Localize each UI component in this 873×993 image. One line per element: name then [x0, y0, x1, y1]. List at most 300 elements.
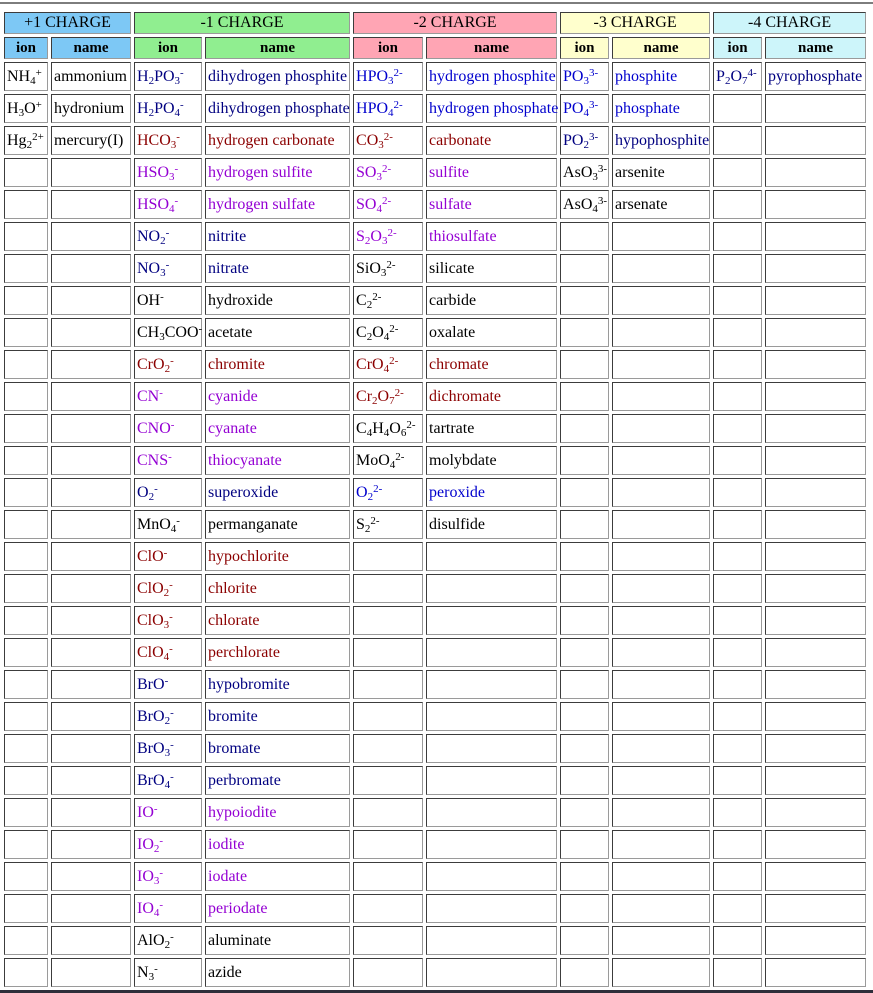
name-cell: [51, 670, 131, 699]
name-cell: hypochlorite: [205, 542, 350, 571]
ion-cell: OH-: [134, 286, 202, 315]
ion-cell: [713, 446, 762, 475]
name-cell: [51, 510, 131, 539]
ion-cell: [4, 542, 48, 571]
name-cell: [765, 734, 866, 763]
table-row: [4, 798, 866, 827]
name-cell: pyrophosphate: [765, 62, 866, 91]
name-cell: aluminate: [205, 926, 350, 955]
name-cell: [765, 798, 866, 827]
table-row: [4, 382, 866, 411]
ion-cell: [4, 638, 48, 667]
ion-cell: [713, 510, 762, 539]
name-cell: thiocyanate: [205, 446, 350, 475]
ion-cell: CrO$_2$-: [134, 350, 202, 379]
ion-cell: [560, 734, 609, 763]
ion-cell: $IO_3^-$: [134, 862, 202, 891]
ion-cell: [4, 222, 48, 251]
name-cell: [612, 766, 710, 795]
ion-cell: $SO_3^{2-}$: [353, 158, 423, 187]
ion-cell: [4, 958, 48, 987]
ion-cell: [713, 958, 762, 987]
name-cell: [426, 574, 557, 603]
name-cell: [51, 798, 131, 827]
name-cell: [765, 190, 866, 219]
name-cell: [51, 158, 131, 187]
name-cell: [765, 318, 866, 347]
name-cell: [612, 702, 710, 731]
column-header-row: [4, 37, 866, 59]
ion-cell: [4, 894, 48, 923]
ion-cell: [4, 702, 48, 731]
ion-cell: [713, 702, 762, 731]
ion-cell: [713, 254, 762, 283]
name-cell: chlorite: [205, 574, 350, 603]
name-cell: [765, 606, 866, 635]
ion-cell: [713, 926, 762, 955]
name-cell: [765, 446, 866, 475]
name-cell: [51, 734, 131, 763]
ion-cell: $N_3^-$: [134, 958, 202, 987]
name-cell: sulfate: [426, 190, 557, 219]
name-cell: hydrogen carbonate: [205, 126, 350, 155]
table-row: [4, 638, 866, 667]
ion-cell: [560, 830, 609, 859]
ion-cell: $C_4H_4O_6^{2-}$: [353, 414, 423, 443]
ion-cell: IO-: [134, 798, 202, 827]
table-row: [4, 286, 866, 315]
name-cell: [765, 510, 866, 539]
name-cell: [426, 638, 557, 667]
name-cell: [612, 830, 710, 859]
name-cell: [612, 894, 710, 923]
table-row: [4, 126, 866, 155]
name-cell: [426, 958, 557, 987]
ion-cell: $C_2^{2-}$: [353, 286, 423, 315]
name-cell: disulfide: [426, 510, 557, 539]
ion-cell: $P_2O_7^{4-}$: [713, 62, 762, 91]
ion-cell: [560, 606, 609, 635]
charge-group-header-row: [4, 12, 866, 34]
name-cell: cyanate: [205, 414, 350, 443]
name-cell: [765, 222, 866, 251]
ion-cell: $H_3O^+$: [4, 94, 48, 123]
page: [0, 2, 873, 993]
ion-cell: [560, 478, 609, 507]
name-cell: arsenite: [612, 158, 710, 187]
name-cell: [426, 862, 557, 891]
ion-cell: AsO$_3^{3-}$: [560, 158, 609, 187]
ion-cell: [560, 254, 609, 283]
name-cell: [426, 606, 557, 635]
ion-cell: [560, 926, 609, 955]
ion-cell: [560, 798, 609, 827]
name-cell: [51, 542, 131, 571]
ion-cell: BrO-: [134, 670, 202, 699]
ion-cell: [560, 766, 609, 795]
ion-cell: [713, 94, 762, 123]
name-cell: phosphate: [612, 94, 710, 123]
ion-cell: $NH_4^+$: [4, 62, 48, 91]
name-cell: [612, 414, 710, 443]
name-cell: [765, 958, 866, 987]
name-cell: permanganate: [205, 510, 350, 539]
ion-cell: [713, 734, 762, 763]
ion-column-header-minus3: ion: [560, 37, 609, 59]
ion-cell: [713, 286, 762, 315]
ion-cell: [713, 190, 762, 219]
ion-cell: [713, 862, 762, 891]
name-cell: hydroxide: [205, 286, 350, 315]
table-row: [4, 510, 866, 539]
name-cell: bromate: [205, 734, 350, 763]
ion-cell: [713, 222, 762, 251]
name-cell: [51, 862, 131, 891]
name-cell: [51, 574, 131, 603]
table-row: [4, 318, 866, 347]
ion-column-header-minus4: ion: [713, 37, 762, 59]
name-cell: [51, 446, 131, 475]
table-row: [4, 894, 866, 923]
top-horizontal-rule: [0, 2, 873, 4]
name-cell: [612, 798, 710, 827]
name-column-header-minus2: name: [426, 37, 557, 59]
table-row: [4, 254, 866, 283]
name-cell: [51, 254, 131, 283]
ion-cell: [560, 318, 609, 347]
ion-cell: [4, 606, 48, 635]
table-row: [4, 958, 866, 987]
ion-cell: [560, 862, 609, 891]
name-cell: [765, 702, 866, 731]
name-cell: azide: [205, 958, 350, 987]
name-cell: iodate: [205, 862, 350, 891]
ion-cell: [560, 382, 609, 411]
name-cell: [51, 286, 131, 315]
ion-cell: [4, 670, 48, 699]
name-cell: [612, 606, 710, 635]
name-cell: [51, 414, 131, 443]
group-header-minus2: -2 CHARGE: [353, 12, 557, 34]
ion-cell: AsO$_4^{3-}$: [560, 190, 609, 219]
table-row: [4, 478, 866, 507]
name-cell: [765, 862, 866, 891]
name-cell: silicate: [426, 254, 557, 283]
ion-cell: [560, 638, 609, 667]
ion-cell: BrO$_3$-: [134, 734, 202, 763]
ion-cell: CrO$_4^{2-}$: [353, 350, 423, 379]
name-cell: [426, 542, 557, 571]
ion-cell: [353, 542, 423, 571]
name-cell: dihydrogen phosphate: [205, 94, 350, 123]
ion-cell: [4, 446, 48, 475]
name-cell: [765, 670, 866, 699]
name-column-header-plus1: name: [51, 37, 131, 59]
ion-cell: ClO$_4$-: [134, 638, 202, 667]
name-cell: [426, 926, 557, 955]
ion-cell: CNS-: [134, 446, 202, 475]
name-cell: [51, 766, 131, 795]
name-cell: ammonium: [51, 62, 131, 91]
name-cell: [51, 926, 131, 955]
name-cell: [765, 414, 866, 443]
name-cell: hypobromite: [205, 670, 350, 699]
ion-cell: [560, 414, 609, 443]
ion-cell: [4, 862, 48, 891]
name-cell: [426, 798, 557, 827]
ion-cell: $Cr_2O_7^{2-}$: [353, 382, 423, 411]
ion-cell: [4, 798, 48, 827]
name-cell: [765, 126, 866, 155]
name-cell: chromate: [426, 350, 557, 379]
name-cell: [51, 958, 131, 987]
name-cell: carbonate: [426, 126, 557, 155]
name-cell: thiosulfate: [426, 222, 557, 251]
ion-cell: [560, 574, 609, 603]
name-cell: superoxide: [205, 478, 350, 507]
ion-cell: [560, 222, 609, 251]
ion-cell: [713, 574, 762, 603]
table-row: [4, 734, 866, 763]
ion-cell: [560, 894, 609, 923]
ion-cell: $C_2O_4^{2-}$: [353, 318, 423, 347]
name-cell: [612, 862, 710, 891]
table-row: [4, 606, 866, 635]
ion-cell: $IO_4^-$: [134, 894, 202, 923]
name-cell: [612, 510, 710, 539]
ion-cell: [4, 382, 48, 411]
name-cell: bromite: [205, 702, 350, 731]
ion-cell: ClO$_2$-: [134, 574, 202, 603]
ion-cell: MnO$_4$-: [134, 510, 202, 539]
ion-cell: [713, 382, 762, 411]
name-cell: [612, 670, 710, 699]
table-row: [4, 542, 866, 571]
table-row: [4, 414, 866, 443]
name-cell: [765, 286, 866, 315]
polyatomic-ion-table: [1, 9, 869, 990]
ion-cell: $CH_3COO^-$: [134, 318, 202, 347]
name-cell: sulfite: [426, 158, 557, 187]
name-cell: perbromate: [205, 766, 350, 795]
table-row: [4, 926, 866, 955]
ion-cell: [713, 670, 762, 699]
ion-cell: $CO_3^{2-}$: [353, 126, 423, 155]
ion-cell: [560, 542, 609, 571]
ion-cell: [4, 286, 48, 315]
name-cell: [612, 734, 710, 763]
ion-cell: $Hg_2^{2+}$: [4, 126, 48, 155]
name-column-header-minus4: name: [765, 37, 866, 59]
name-cell: [51, 638, 131, 667]
name-cell: [612, 318, 710, 347]
table-row: [4, 830, 866, 859]
name-cell: molybdate: [426, 446, 557, 475]
name-cell: [51, 606, 131, 635]
name-cell: hydronium: [51, 94, 131, 123]
name-cell: [612, 254, 710, 283]
ion-cell: [713, 830, 762, 859]
ion-column-header-minus1: ion: [134, 37, 202, 59]
ion-cell: [4, 254, 48, 283]
name-cell: [765, 382, 866, 411]
ion-cell: $O_2^{2-}$: [353, 478, 423, 507]
ion-cell: [713, 638, 762, 667]
name-cell: [51, 830, 131, 859]
ion-cell: [353, 862, 423, 891]
ion-cell: [4, 734, 48, 763]
name-cell: dihydrogen phosphite: [205, 62, 350, 91]
name-cell: periodate: [205, 894, 350, 923]
ion-cell: BrO$_2$-: [134, 702, 202, 731]
name-cell: arsenate: [612, 190, 710, 219]
name-cell: dichromate: [426, 382, 557, 411]
ion-cell: [353, 766, 423, 795]
ion-cell: MoO$_4^{2-}$: [353, 446, 423, 475]
name-cell: [765, 830, 866, 859]
ion-cell: [353, 702, 423, 731]
ion-cell: [560, 670, 609, 699]
ion-cell: [713, 766, 762, 795]
table-row: [4, 446, 866, 475]
name-column-header-minus1: name: [205, 37, 350, 59]
ion-cell: $HPO_3^{2-}$: [353, 62, 423, 91]
table-row: [4, 62, 866, 91]
ion-cell: $IO_2^-$: [134, 830, 202, 859]
table-row: [4, 862, 866, 891]
table-row: [4, 158, 866, 187]
ion-cell: $HPO_4^{2-}$: [353, 94, 423, 123]
ion-cell: [353, 958, 423, 987]
name-cell: phosphite: [612, 62, 710, 91]
ion-cell: [4, 318, 48, 347]
ion-cell: [4, 190, 48, 219]
name-cell: [612, 222, 710, 251]
ion-cell: AlO$_2$-: [134, 926, 202, 955]
ion-cell: [353, 894, 423, 923]
ion-cell: [353, 670, 423, 699]
ion-column-header-minus2: ion: [353, 37, 423, 59]
name-cell: [765, 574, 866, 603]
table-row: [4, 222, 866, 251]
ion-cell: [560, 702, 609, 731]
name-cell: tartrate: [426, 414, 557, 443]
ion-column-header-plus1: ion: [4, 37, 48, 59]
table-row: [4, 94, 866, 123]
name-cell: acetate: [205, 318, 350, 347]
name-cell: [612, 382, 710, 411]
name-cell: [612, 478, 710, 507]
table-row: [4, 766, 866, 795]
ion-cell: SiO$_3^{2-}$: [353, 254, 423, 283]
group-header-plus1: +1 CHARGE: [4, 12, 131, 34]
table-row: [4, 350, 866, 379]
ion-cell: $NO_3^-$: [134, 254, 202, 283]
ion-cell: $SO_4^{2-}$: [353, 190, 423, 219]
name-cell: [765, 350, 866, 379]
ion-cell: $O_2^-$: [134, 478, 202, 507]
name-cell: [765, 94, 866, 123]
ion-cell: [4, 414, 48, 443]
name-cell: [765, 254, 866, 283]
ion-cell: [713, 894, 762, 923]
name-cell: chromite: [205, 350, 350, 379]
name-cell: [51, 190, 131, 219]
ion-cell: [353, 926, 423, 955]
ion-cell: $HSO_4^-$: [134, 190, 202, 219]
name-cell: cyanide: [205, 382, 350, 411]
name-cell: [612, 286, 710, 315]
table-row: [4, 190, 866, 219]
table-header: [4, 12, 866, 59]
name-cell: hydrogen sulfate: [205, 190, 350, 219]
ion-cell: [713, 478, 762, 507]
name-cell: [765, 542, 866, 571]
name-cell: [612, 638, 710, 667]
ion-cell: [4, 478, 48, 507]
name-cell: oxalate: [426, 318, 557, 347]
ion-cell: [4, 158, 48, 187]
name-column-header-minus3: name: [612, 37, 710, 59]
ion-cell: $PO_3^{3-}$: [560, 62, 609, 91]
group-header-minus1: -1 CHARGE: [134, 12, 350, 34]
name-cell: hypoiodite: [205, 798, 350, 827]
name-cell: hydrogen sulfite: [205, 158, 350, 187]
ion-cell: $HCO_3^-$: [134, 126, 202, 155]
ion-cell: CN-: [134, 382, 202, 411]
ion-cell: [713, 798, 762, 827]
ion-cell: [560, 286, 609, 315]
ion-cell: $PO_4^{3-}$: [560, 94, 609, 123]
name-cell: nitrate: [205, 254, 350, 283]
ion-cell: ClO-: [134, 542, 202, 571]
name-cell: iodite: [205, 830, 350, 859]
ion-cell: $NO_2^-$: [134, 222, 202, 251]
ion-cell: $H_2PO_3^-$: [134, 62, 202, 91]
name-cell: [765, 894, 866, 923]
name-cell: [51, 478, 131, 507]
name-cell: [765, 478, 866, 507]
name-cell: chlorate: [205, 606, 350, 635]
name-cell: [612, 958, 710, 987]
ion-cell: [560, 510, 609, 539]
ion-cell: $HSO_3^-$: [134, 158, 202, 187]
ion-cell: [4, 350, 48, 379]
table-row: [4, 670, 866, 699]
name-cell: hydrogen phosphite: [426, 62, 557, 91]
name-cell: [51, 702, 131, 731]
name-cell: [51, 894, 131, 923]
ion-cell: [353, 574, 423, 603]
ion-cell: [353, 734, 423, 763]
ion-cell: [713, 350, 762, 379]
ion-cell: $S_2^{2-}$: [353, 510, 423, 539]
name-cell: nitrite: [205, 222, 350, 251]
ion-cell: ClO$_3$-: [134, 606, 202, 635]
ion-cell: [4, 510, 48, 539]
ion-cell: $S_2O_3^{2-}$: [353, 222, 423, 251]
name-cell: [426, 702, 557, 731]
name-cell: perchlorate: [205, 638, 350, 667]
name-cell: [612, 574, 710, 603]
name-cell: [765, 766, 866, 795]
name-cell: hydrogen phosphate: [426, 94, 557, 123]
ion-cell: [4, 830, 48, 859]
ion-cell: [713, 126, 762, 155]
name-cell: [612, 446, 710, 475]
name-cell: [426, 734, 557, 763]
table-row: [4, 574, 866, 603]
